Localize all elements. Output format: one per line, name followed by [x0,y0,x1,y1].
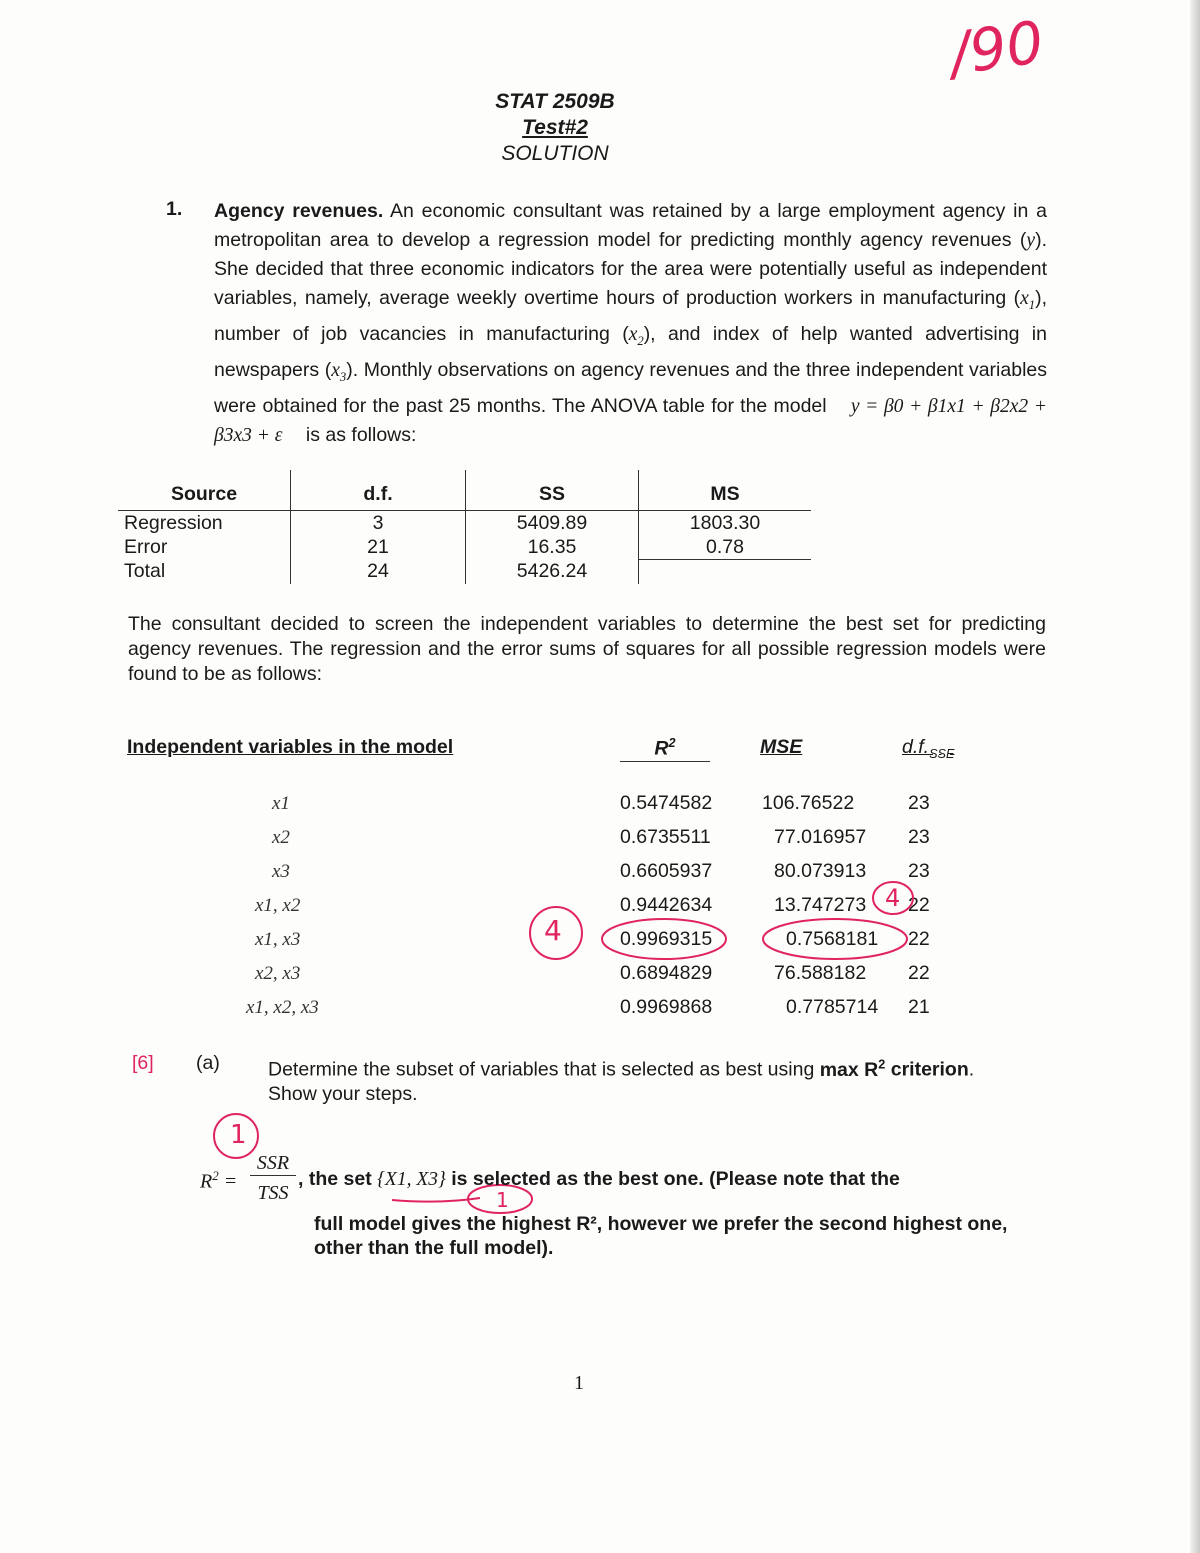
test-title: Test#2 [522,116,588,139]
var-x1: $x_1$ [1020,288,1036,312]
part-a-bold2: criterion [890,1058,969,1081]
model-r2: 0.6735511 [620,826,711,848]
mark-four-right: 4 [885,884,901,912]
page-number: 1 [574,1372,584,1394]
answer-set: {X1, X3} [377,1169,446,1190]
anova-cell: 21 [291,535,466,560]
solution-label: SOLUTION [501,142,609,165]
model-vars: x3 [272,861,290,882]
answer-line2: full model gives the highest R², however we prefer the second highest one, other than the full model). [314,1213,1008,1259]
model-equation: y = β0 + β1x1 + β2x2 + β3x3 + ε [214,395,1047,446]
question-text-d: ), and index of help wanted advertising in newspapers ( [214,322,1047,381]
model-df: 21 [908,996,930,1018]
anova-cell: 3 [291,511,466,536]
anova-cell: 24 [291,560,466,585]
models-header-r2: $R^2$ [620,736,710,762]
question-text-b: ). She decided that three economic indicators for the area were potentially useful as independent variables, namely, average weekly overtime hours of production workers in manufacturing ( [214,229,1047,309]
model-r2: 0.5474582 [620,792,713,814]
anova-header-df: d.f. [291,470,466,511]
anova-cell: Regression [118,511,291,536]
anova-cell: 0.78 [639,535,812,560]
screen-paragraph: The consultant decided to screen the independent variables to determine the best set for predicting agency revenues. The regression and the error sums of squares for all possible regression models were found to be as follows: [128,613,1046,685]
model-df: 22 [908,962,930,984]
model-df: 23 [908,860,930,882]
var-y: y [1026,230,1036,251]
model-r2: 0.9442634 [620,894,713,916]
anova-cell: Error [118,535,291,560]
question-title: Agency revenues. [214,200,384,222]
mark-four-left: 4 [544,914,562,947]
model-vars: x2, x3 [255,963,301,984]
part-a-text [268,1052,988,1106]
anova-cell: 16.35 [466,535,639,560]
model-mse: 13.747273 [774,894,867,916]
mark-one-left: 1 [230,1120,247,1150]
underline-set [392,1198,480,1202]
anova-cell: 5426.24 [466,560,639,585]
model-mse: 0.7785714 [786,996,879,1018]
circle-best-r2 [602,919,726,959]
answer-r2: $R^2$ = [200,1168,238,1193]
models-header-df: $d.f._{SSE}$ [902,736,955,761]
question-number: 1. [166,198,183,220]
models-header-vars: Independent variables in the model [127,736,454,758]
var-x3: $x_3$ [331,359,347,384]
model-mse: 80.073913 [774,860,867,882]
model-r2: 0.6605937 [620,860,713,882]
anova-header-ss: SS [466,470,639,511]
model-vars: x2 [272,827,290,848]
model-mse: 106.76522 [762,792,855,814]
var-x2: $x_2$ [628,323,644,348]
scan-edge [1190,0,1200,1553]
model-r2: 0.6894829 [620,962,713,984]
question-text-e: ). Monthly observations on agency revenues and the three independent variables were obtained for the past 25 months. The ANOVA table for the model [214,358,1047,417]
anova-cell: Total [118,560,291,585]
anova-cell: 1803.30 [689,511,761,534]
model-df: 22 [908,894,930,916]
part-a-label: (a) [196,1052,220,1074]
model-df: 23 [908,792,930,814]
model-vars: x1, x2, x3 [246,997,319,1018]
part-a-points: [6] [132,1052,154,1074]
part-a-bold: $\max R^2$ [819,1057,886,1081]
model-mse: 76.588182 [774,962,867,984]
model-df: 23 [908,826,930,848]
answer-tss: TSS [257,1182,289,1204]
model-vars: x1, x2 [255,895,301,916]
model-vars: x1, x3 [255,929,301,950]
part-a-text-main: Determine the subset of variables that is selected as best using [268,1058,815,1081]
part-a-tail: . Show your steps. [268,1058,975,1105]
answer-line1b: is selected as the best one. (Please note that the [451,1168,900,1190]
model-r2: 0.9969315 [620,928,713,950]
models-header-mse: MSE [760,736,803,758]
mark-one-right: 1 [496,1188,509,1212]
question-text-c: ), number of job vacancies in manufacturing ( [214,287,1047,345]
question-text-f: is as follows: [305,423,417,446]
model-df: 22 [908,928,930,950]
answer-ssr: SSR [250,1152,296,1176]
model-mse: 77.016957 [774,826,867,848]
anova-header-ms: MS [639,470,812,511]
question-text-a: An economic consultant was retained by a large employment agency in a metropolitan area to develop a regression model for predicting monthly agency revenues ( [214,200,1047,251]
answer-line1 [298,1168,1018,1191]
circle-best-mse [763,919,907,959]
answer-line1a: , the set [298,1168,372,1190]
handwritten-score: /90 [945,7,1048,89]
anova-cell: 5409.89 [466,511,639,536]
model-r2: 0.9969868 [620,996,713,1018]
anova-header-source: Source [118,470,291,511]
model-vars: x1 [272,793,290,814]
model-mse: 0.7568181 [786,928,879,950]
course-title: STAT 2509B [495,90,615,113]
